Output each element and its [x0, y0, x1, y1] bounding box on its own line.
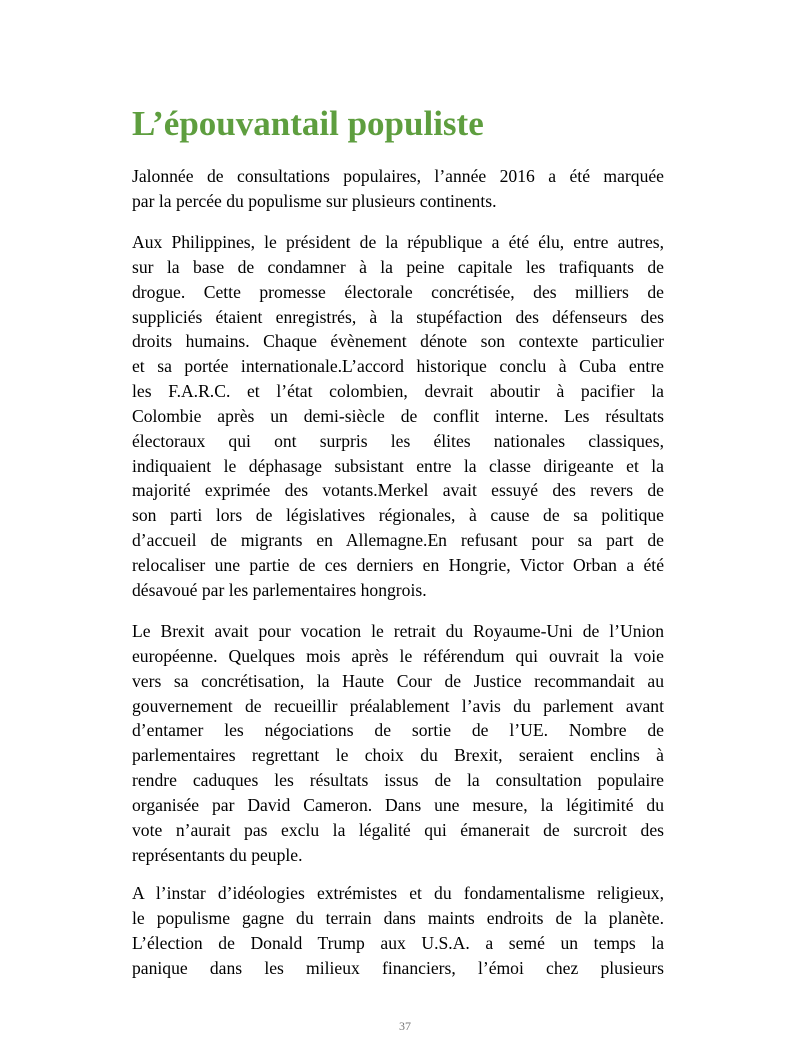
page-number: 37 [399, 1019, 411, 1033]
text-line: par la percée du populisme sur plusieurs continents. [132, 190, 497, 211]
text-line: Colombie après un demi-siècle de conflit interne. Les résultats [132, 405, 664, 426]
text-line: vote n’aurait pas exclu la légalité qui émanerait de surcroit des [132, 819, 664, 840]
text-line: relocaliser une partie de ces derniers en Hongrie, Victor Orban a été [132, 554, 664, 575]
text-line: et sa portée internationale.L’accord historique conclu à Cuba entre [132, 356, 664, 377]
text-line: rendre caduques les résultats issus de la consultation populaire [132, 770, 664, 791]
text-line: suppliciés étaient enregistrés, à la stupéfaction des défenseurs des [132, 306, 664, 327]
text-line: vers sa concrétisation, la Haute Cour de Justice recommandait au [132, 670, 664, 691]
text-line: Jalonnée de consultations populaires, l’année 2016 a été marquée [132, 166, 664, 186]
text-line: panique dans les milieux financiers, l’émoi chez plusieurs [132, 957, 664, 978]
text-line: représentants du peuple. [132, 844, 303, 865]
page-title: L’épouvantail populiste [132, 104, 484, 143]
text-line: drogue. Cette promesse électorale concrétisée, des milliers de [132, 281, 664, 302]
paragraph-1 [132, 164, 664, 214]
text-line: désavoué par les parlementaires hongrois. [132, 579, 427, 600]
paragraph-4 [132, 881, 664, 980]
text-line: Le Brexit avait pour vocation le retrait du Royaume-Uni de l’Union [132, 621, 664, 641]
text-line: Aux Philippines, le président de la république a été élu, entre autres, [132, 232, 664, 252]
text-line: son parti lors de législatives régionales, à cause de sa politique [132, 505, 664, 526]
text-line: les F.A.R.C. et l’état colombien, devrait aboutir à pacifier la [132, 381, 664, 402]
text-line: A l’instar d’idéologies extrémistes et du fondamentalisme religieux, [132, 883, 664, 903]
text-line: d’accueil de migrants en Allemagne.En refusant pour sa part de [132, 530, 664, 551]
text-line: droits humains. Chaque évènement dénote son contexte particulier [132, 331, 664, 352]
text-line: d’entamer les négociations de sortie de l’UE. Nombre de [132, 720, 664, 741]
text-line: électoraux qui ont surpris les élites nationales classiques, [132, 430, 664, 451]
text-line: sur la base de condamner à la peine capitale les trafiquants de [132, 256, 664, 277]
text-line: le populisme gagne du terrain dans maints endroits de la planète. [132, 907, 664, 928]
text-line: gouvernement de recueillir préalablement l’avis du parlement avant [132, 695, 664, 716]
paragraph-2 [132, 230, 664, 603]
text-line: indiquaient le déphasage subsistant entre la classe dirigeante et la [132, 455, 664, 476]
text-line: organisée par David Cameron. Dans une mesure, la légitimité du [132, 794, 664, 815]
text-line: européenne. Quelques mois après le référendum qui ouvrait la voie [132, 645, 664, 666]
text-line: majorité exprimée des votants.Merkel avait essuyé des revers de [132, 480, 664, 501]
text-line: parlementaires regrettant le choix du Brexit, seraient enclins à [132, 745, 664, 766]
paragraph-3 [132, 619, 664, 867]
text-line: L’élection de Donald Trump aux U.S.A. a semé un temps la [132, 932, 664, 953]
